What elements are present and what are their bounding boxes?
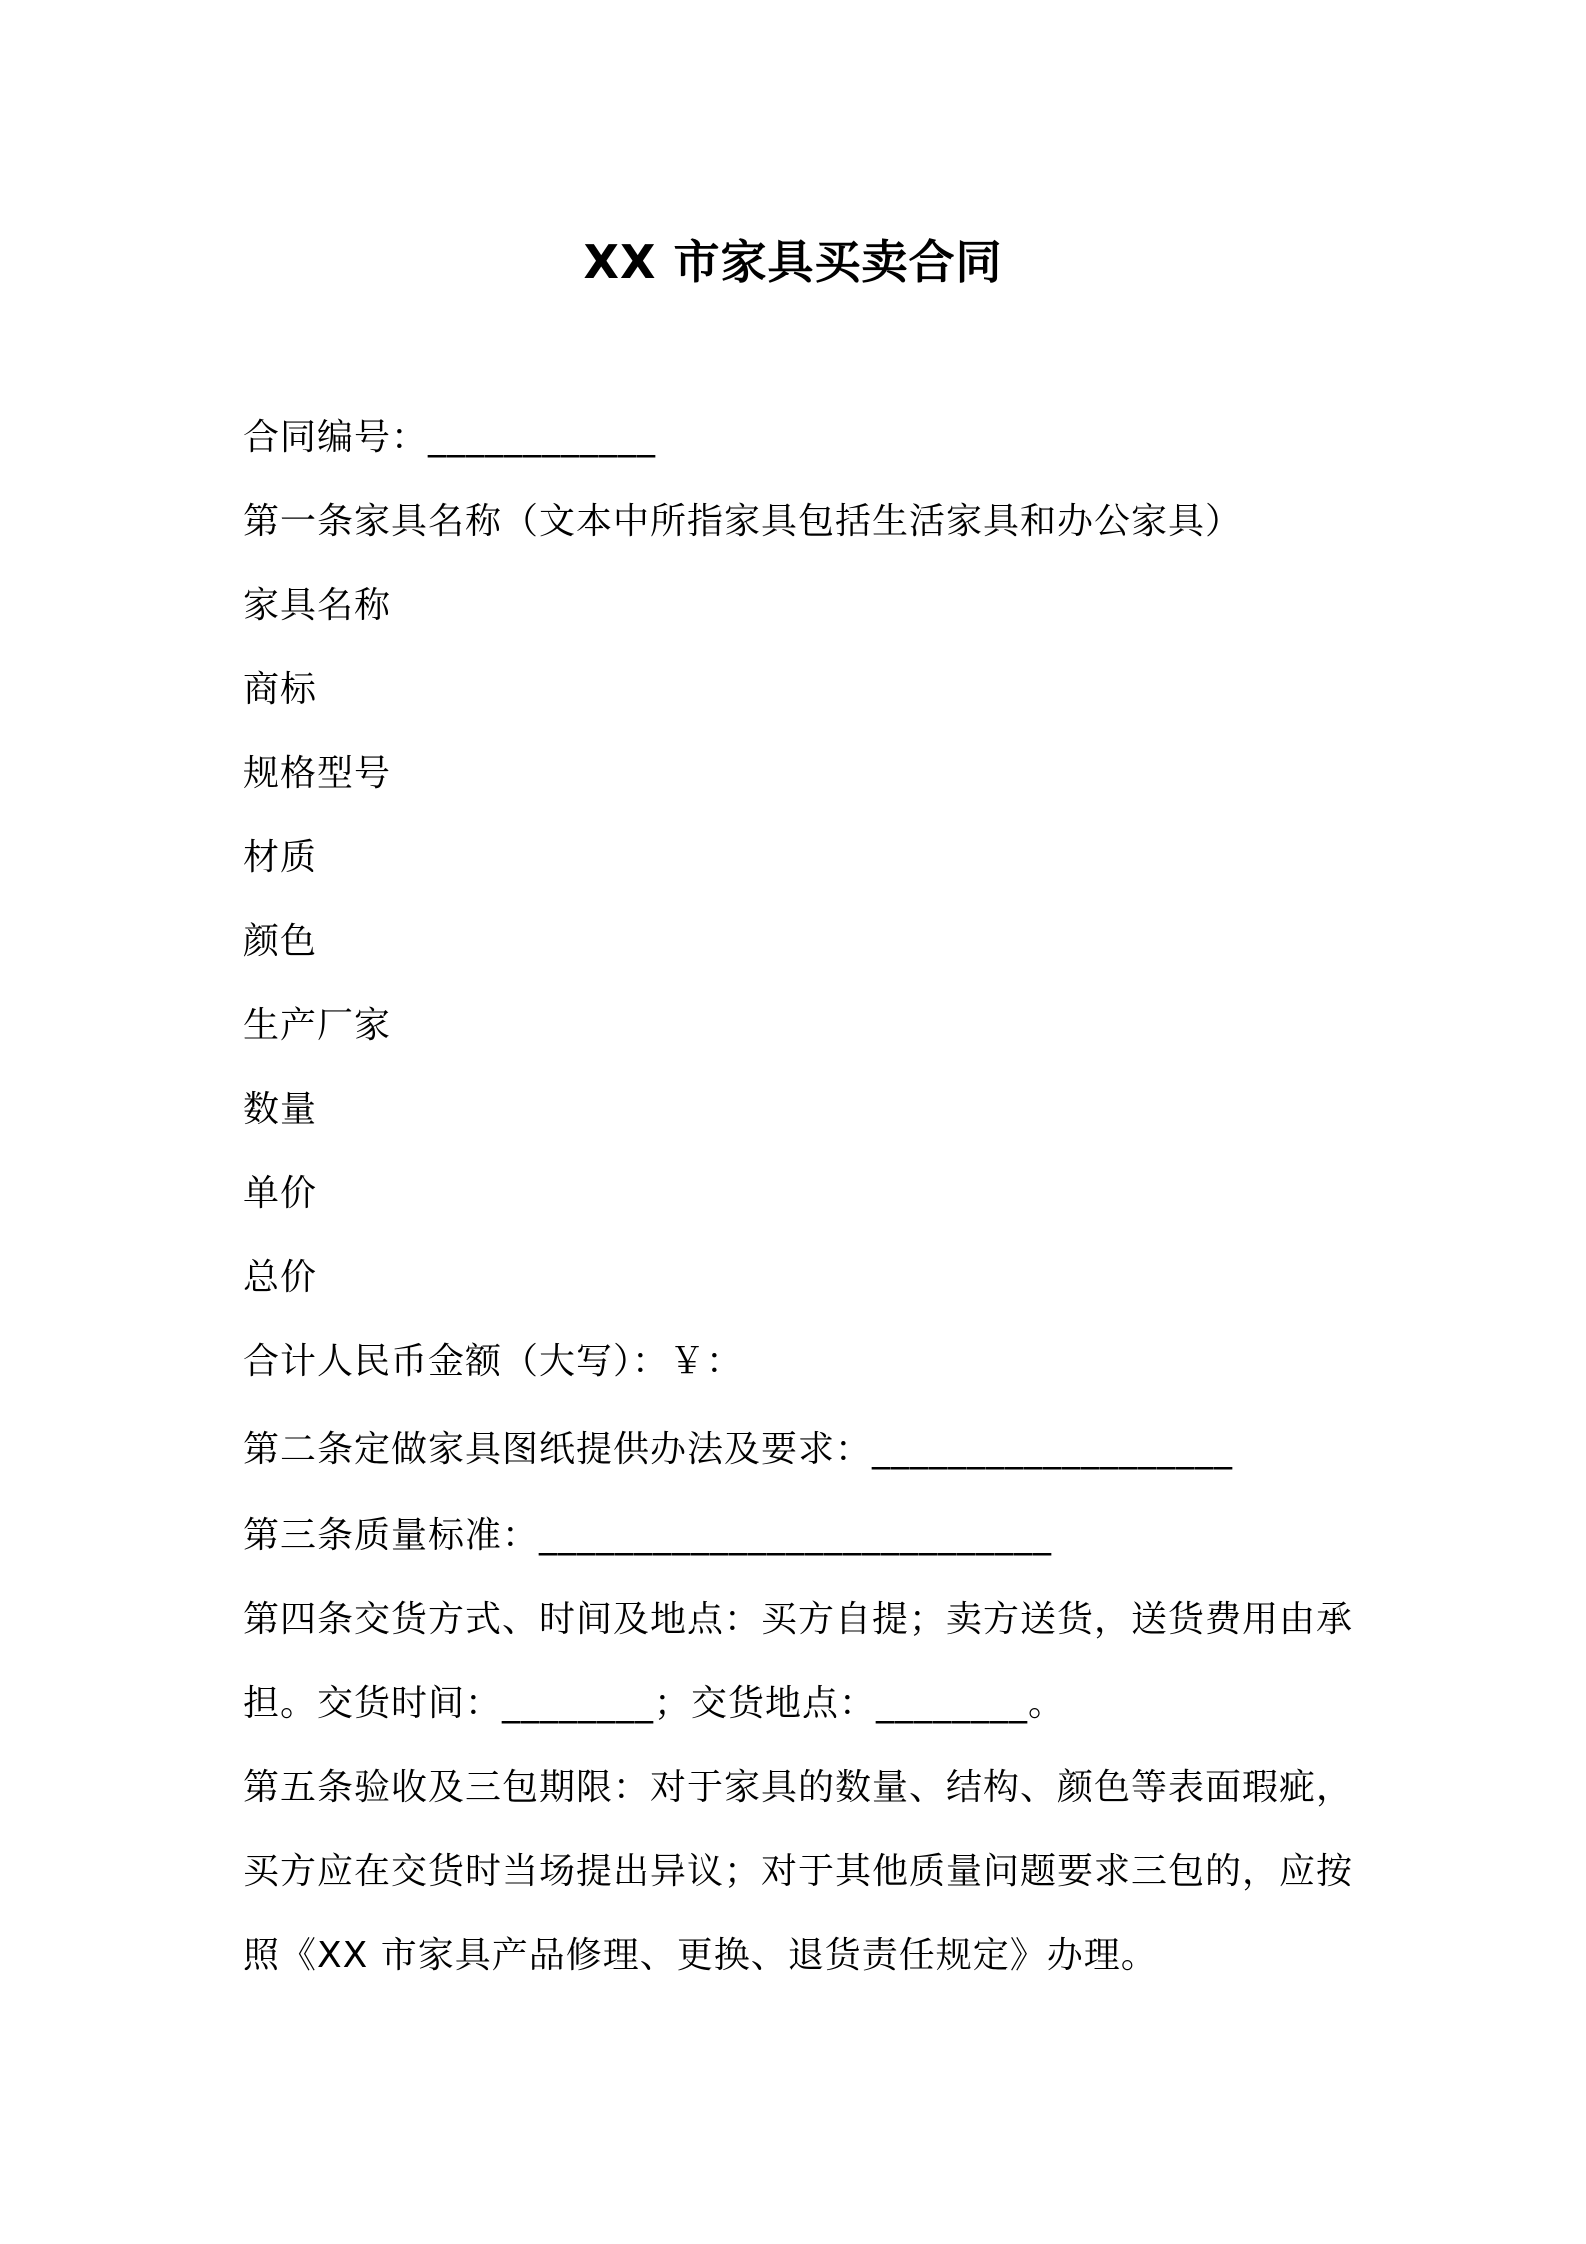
article-5-line-3: 照《XX 市家具产品修理、更换、退货责任规定》办理。 [243,1935,1158,1976]
field-manufacturer: 生产厂家 [243,1005,392,1046]
total-amount: 合计人民币金额（大写）：￥： [243,1341,744,1382]
article-4-line-1: 第四条交货方式、时间及地点：买方自提；卖方送货，送货费用由承 [243,1599,1354,1640]
field-material: 材质 [243,837,318,878]
field-trademark: 商标 [243,669,318,710]
field-quantity: 数量 [243,1089,318,1130]
article-2: 第二条定做家具图纸提供办法及要求：___________________ [243,1429,1234,1470]
field-model: 规格型号 [243,753,392,794]
field-total-price: 总价 [243,1257,318,1298]
contract-title: XX 市家具买卖合同 [583,235,1003,289]
article-1-heading: 第一条家具名称（文本中所指家具包括生活家具和办公家具） [243,501,1243,542]
article-5-line-2: 买方应在交货时当场提出异议；对于其他质量问题要求三包的，应按 [243,1851,1354,1892]
field-unit-price: 单价 [243,1173,318,1214]
field-color: 颜色 [243,921,318,962]
article-4-line-2: 担。交货时间：________；交货地点：________。 [243,1683,1066,1724]
contract-number: 合同编号：____________ [243,417,657,458]
article-3: 第三条质量标准：___________________________ [243,1515,1053,1556]
article-5-line-1: 第五条验收及三包期限：对于家具的数量、结构、颜色等表面瑕疵， [243,1767,1354,1808]
field-furniture-name: 家具名称 [243,585,392,626]
